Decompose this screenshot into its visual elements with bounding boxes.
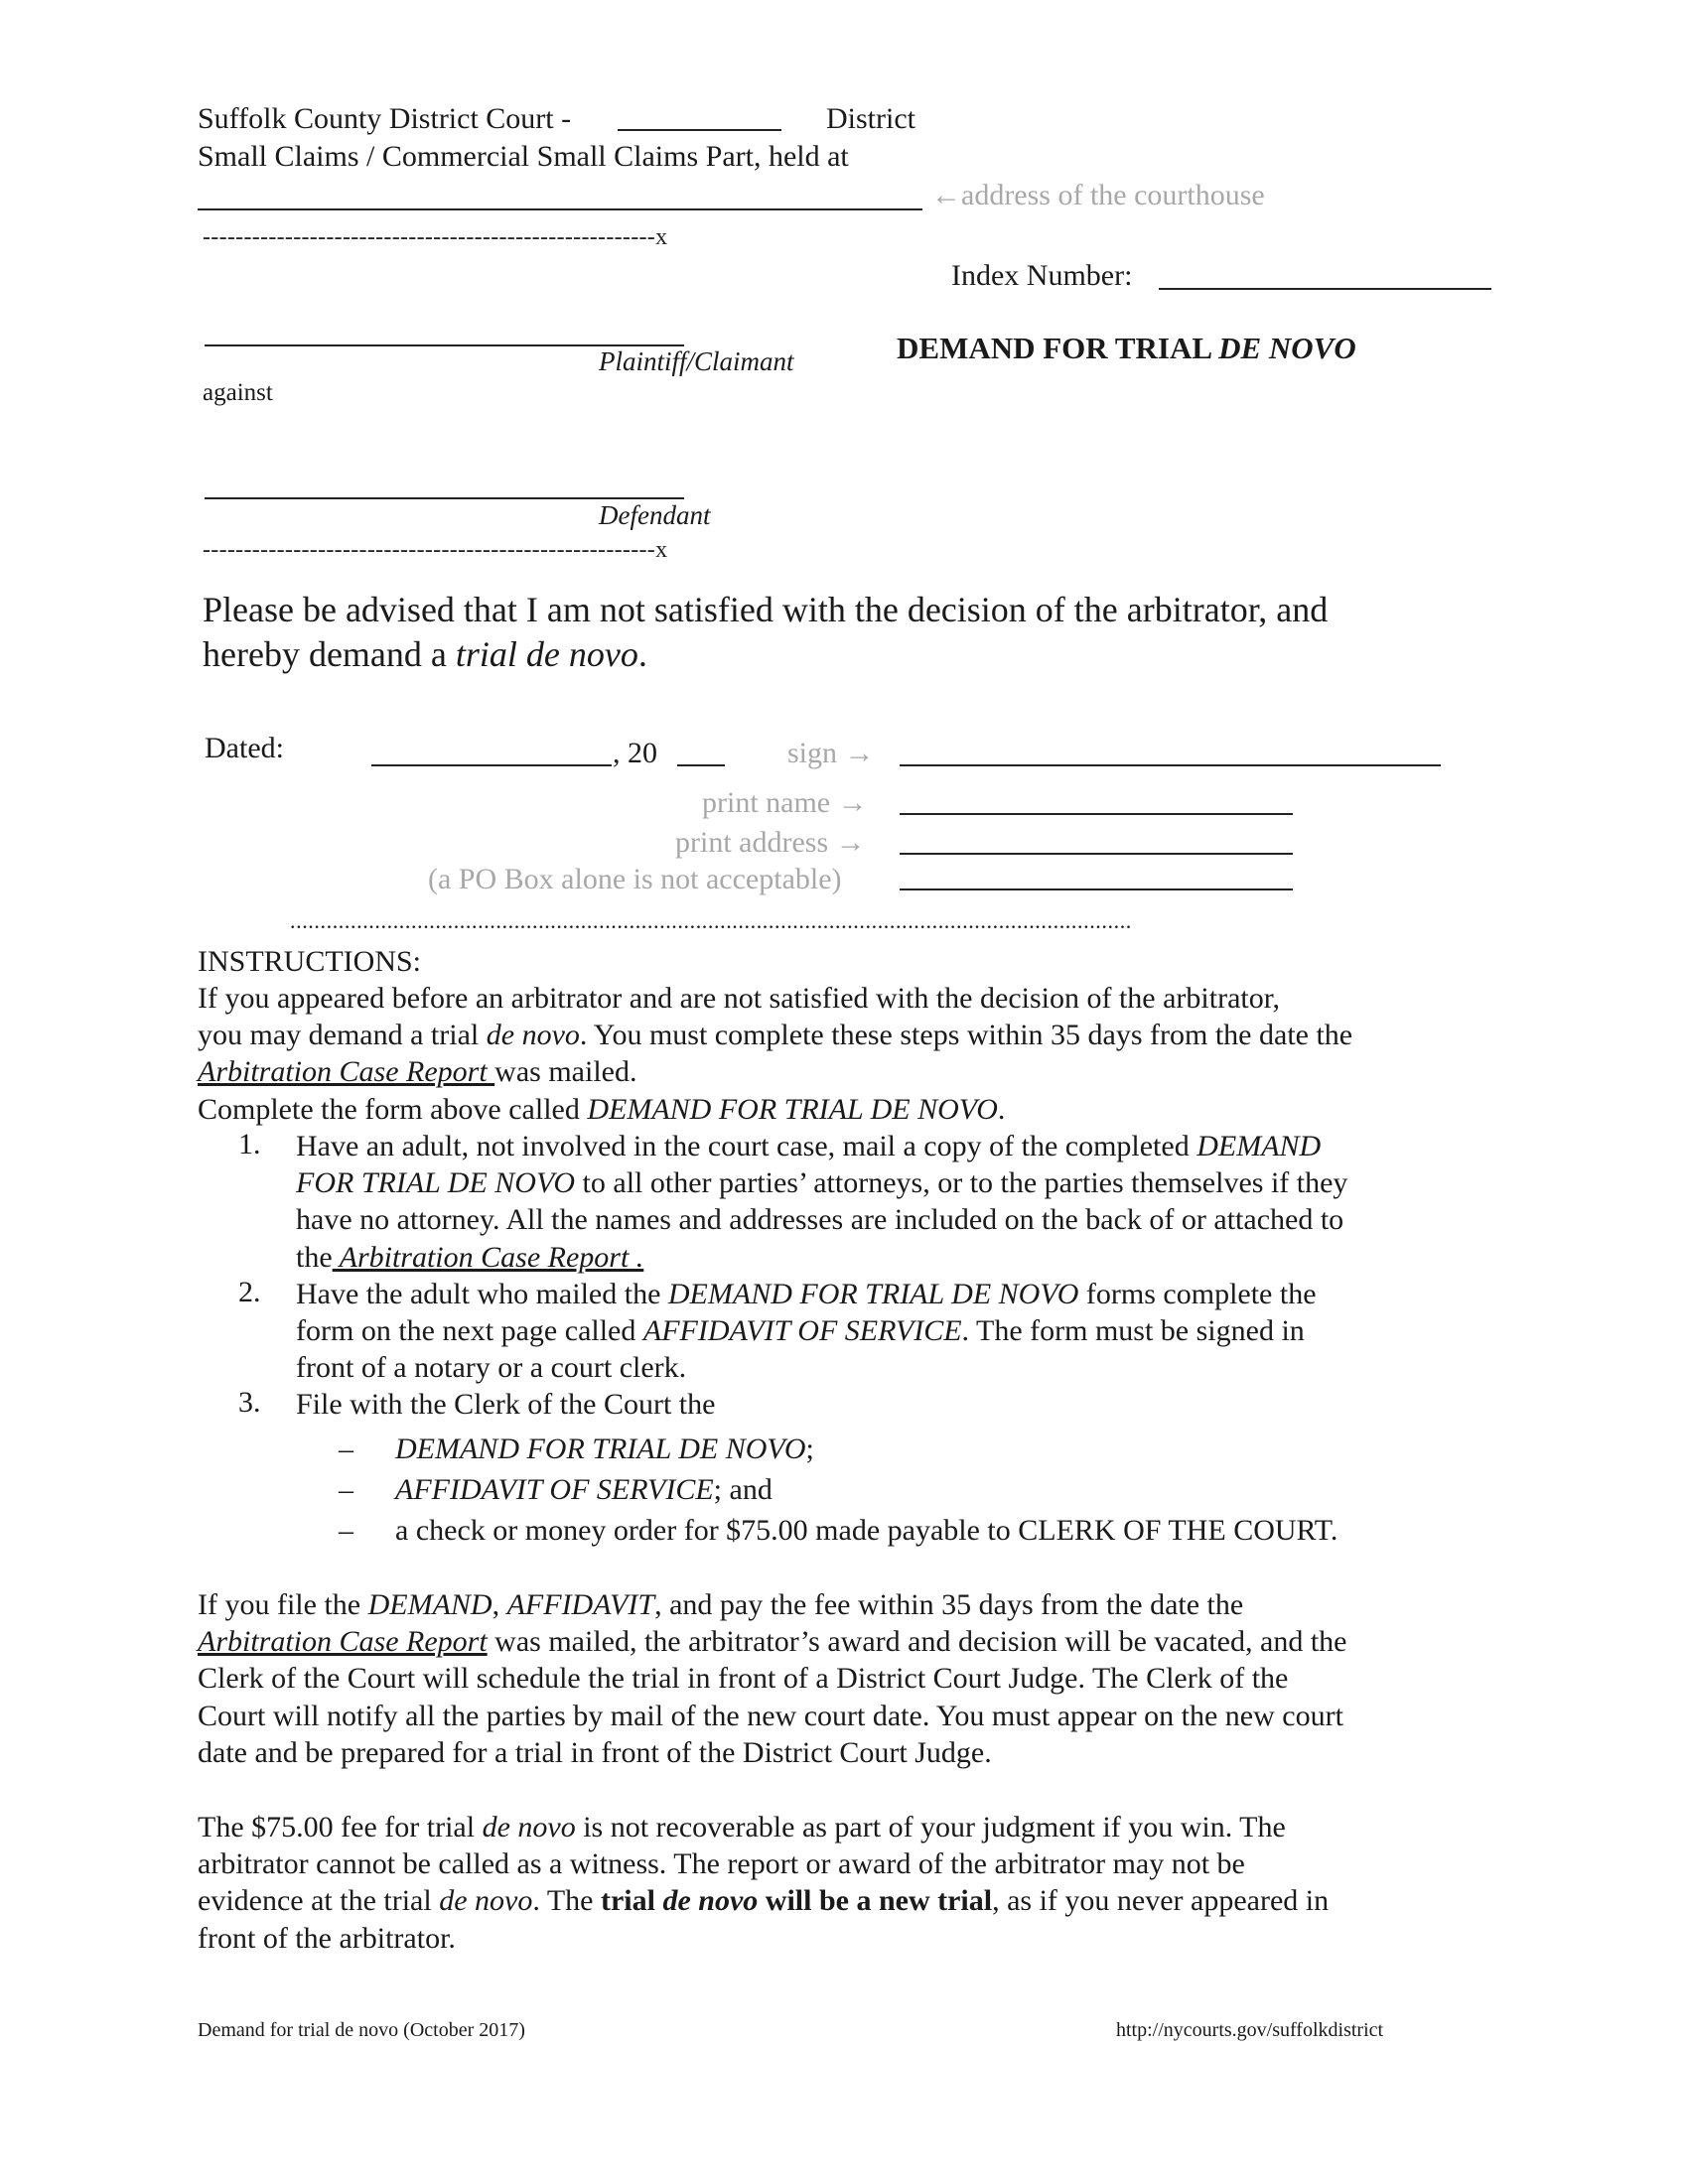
- footer-form-name: Demand for trial de novo (October 2017): [198, 2019, 525, 2041]
- form-title-italic: DE NOVO: [1218, 331, 1356, 365]
- step-2-1a: Have the adult who mailed the: [296, 1278, 668, 1310]
- fee-3c: . The: [532, 1884, 601, 1918]
- filing-2b: was mailed, the arbitrator’s award and decision will be vacated, and the: [487, 1625, 1347, 1659]
- step-3-number: 3.: [238, 1386, 261, 1419]
- filing-1a: If you file the: [198, 1588, 368, 1621]
- dated-label: Dated:: [205, 732, 284, 764]
- step-1-1a: Have an adult, not involved in the court case, mail a copy of the completed: [296, 1130, 1197, 1162]
- complete-line: [198, 1091, 1352, 1128]
- bullet-3-mark: –: [339, 1514, 353, 1547]
- caption-divider-bottom: -------------------------------------------------------x: [203, 537, 668, 563]
- signature-blank: [900, 764, 1441, 766]
- against-label: against: [203, 379, 273, 406]
- fee-paragraph: [198, 1809, 1329, 1957]
- index-number-label: Index Number:: [951, 259, 1133, 292]
- filing-line-2: [198, 1623, 1346, 1660]
- print-name-hint: print name →: [702, 786, 868, 819]
- footer-url[interactable]: http://nycourts.gov/suffolkdistrict: [1116, 2019, 1384, 2041]
- step-1-line-3: have no attorney. All the names and addresses are included on the back of or attached to: [296, 1203, 1344, 1237]
- district-blank: [618, 129, 781, 131]
- fee-line-3: [198, 1882, 1329, 1919]
- court-name: Suffolk County District Court -: [198, 102, 572, 135]
- court-line: [198, 100, 571, 137]
- step-1-line-2: [296, 1164, 1347, 1201]
- fee-3d: trial: [600, 1884, 663, 1918]
- form-title-plain: DEMAND FOR TRIAL: [897, 331, 1211, 365]
- step-1-number: 1.: [238, 1128, 261, 1160]
- fee-line-2: arbitrator cannot be called as a witness. The report or award of the arbitrator may not be: [198, 1847, 1245, 1881]
- bullet-3: a check or money order for $75.00 made payable to CLERK OF THE COURT.: [395, 1514, 1338, 1547]
- step-2-2c: . The form must be signed in: [961, 1314, 1305, 1348]
- date-blank: [371, 764, 612, 766]
- step-2-number: 2.: [238, 1276, 261, 1308]
- complete-b: DEMAND FOR TRIAL DE NOVO: [587, 1092, 998, 1126]
- defendant-blank: [205, 497, 684, 499]
- filing-1b: DEMAND: [367, 1588, 492, 1621]
- bullet-2-mark: –: [339, 1473, 353, 1506]
- bullet-2b: ; and: [713, 1473, 773, 1506]
- bullet-1-mark: –: [339, 1433, 353, 1465]
- step-1-4b: Arbitration Case Report .: [332, 1240, 644, 1274]
- fee-1c: is not recoverable as part of your judgment if you win. The: [575, 1811, 1286, 1843]
- demand-line-2: [203, 632, 1328, 677]
- demand-line-2-italic: trial de novo: [455, 634, 638, 674]
- year-prefix: , 20: [613, 737, 657, 769]
- arbitration-report-ref: Arbitration Case Report: [198, 1055, 495, 1089]
- bullet-2a: AFFIDAVIT OF SERVICE: [395, 1473, 714, 1506]
- step-1-4a: the: [296, 1240, 333, 1274]
- fee-3g: , as if you never appeared in: [992, 1884, 1330, 1918]
- print-address-blank-2: [900, 888, 1293, 890]
- step-1-1b: DEMAND: [1196, 1130, 1322, 1162]
- filing-line-4: Court will notify all the parties by mail of the new court date. You must appear on the new court: [198, 1699, 1343, 1732]
- part-line: Small Claims / Commercial Small Claims Part, held at: [198, 140, 849, 173]
- instructions-intro: [198, 980, 1352, 1128]
- index-number-blank: [1159, 288, 1491, 290]
- bullet-1b: ;: [805, 1433, 814, 1465]
- filing-1c: ,: [492, 1588, 507, 1621]
- intro-line-1: If you appeared before an arbitrator and are not satisfied with the decision of the arbitrator,: [198, 982, 1281, 1015]
- form-title: [897, 331, 1356, 366]
- fee-line-1: [198, 1809, 1329, 1845]
- bullet-2: [395, 1471, 773, 1508]
- po-box-hint: (a PO Box alone is not acceptable): [428, 863, 842, 895]
- fee-3b: de novo: [439, 1884, 533, 1918]
- filing-paragraph: [198, 1586, 1346, 1771]
- step-2-1c: forms complete the: [1078, 1278, 1317, 1310]
- intro-3b: was mailed.: [494, 1055, 637, 1089]
- filing-line-5: date and be prepared for a trial in front of the District Court Judge.: [198, 1735, 992, 1769]
- demand-statement: [203, 588, 1328, 677]
- print-address-hint: print address →: [675, 826, 866, 859]
- dotted-separator: ...........................................................................................................................................: [290, 908, 1132, 933]
- address-hint: ←address of the courthouse: [931, 179, 1265, 211]
- step-2-line-1: [296, 1276, 1317, 1312]
- step-2-1b: DEMAND FOR TRIAL DE NOVO: [667, 1278, 1079, 1310]
- filing-line-1: [198, 1586, 1346, 1623]
- intro-line-3: [198, 1053, 1352, 1090]
- intro-2c: . You must complete these steps within 35 days from the date the: [579, 1019, 1353, 1052]
- step-2-2a: form on the next page called: [296, 1314, 643, 1348]
- intro-line-2: [198, 1017, 1352, 1053]
- step-2: [296, 1276, 1317, 1387]
- defendant-label: Defendant: [599, 500, 711, 530]
- step-1-line-1: [296, 1128, 1347, 1164]
- step-2-2b: AFFIDAVIT OF SERVICE: [642, 1314, 962, 1348]
- intro-2b: de novo: [486, 1019, 580, 1052]
- complete-c: .: [997, 1092, 1006, 1126]
- complete-a: Complete the form above called: [198, 1092, 588, 1126]
- courthouse-address-blank: [198, 208, 922, 210]
- step-1-line-4: [296, 1239, 1347, 1276]
- filing-2a: Arbitration Case Report: [198, 1625, 488, 1659]
- year-blank: [677, 764, 725, 766]
- caption-divider-top: -------------------------------------------------------x: [203, 224, 668, 250]
- demand-line-2-plain: hereby demand a: [203, 634, 456, 674]
- district-label: District: [826, 102, 915, 135]
- sign-hint: sign →: [787, 737, 875, 769]
- fee-3a: evidence at the trial: [198, 1884, 440, 1918]
- bullet-1a: DEMAND FOR TRIAL DE NOVO: [395, 1433, 806, 1465]
- step-1: [296, 1128, 1347, 1276]
- fee-3e: de novo: [662, 1884, 759, 1918]
- instructions-heading: INSTRUCTIONS:: [198, 945, 422, 978]
- fee-1a: The $75.00 fee for trial: [198, 1811, 483, 1843]
- filing-1d: AFFIDAVIT: [506, 1588, 655, 1621]
- demand-line-1: Please be advised that I am not satisfied with the decision of the arbitrator, and: [203, 590, 1329, 629]
- fee-1b: de novo: [482, 1811, 576, 1843]
- print-address-blank: [900, 853, 1293, 855]
- filing-line-3: Clerk of the Court will schedule the trial in front of a District Court Judge. The Clerk of the: [198, 1662, 1289, 1696]
- print-name-blank: [900, 813, 1293, 815]
- demand-line-2-end: .: [637, 634, 647, 674]
- bullet-1: [395, 1431, 814, 1467]
- filing-1e: , and pay the fee within 35 days from the date the: [654, 1588, 1244, 1621]
- step-1-2b: to all other parties’ attorneys, or to the parties themselves if they: [575, 1166, 1348, 1200]
- step-2-line-3: front of a notary or a court clerk.: [296, 1351, 687, 1385]
- step-3-line-1: File with the Clerk of the Court the: [296, 1388, 716, 1421]
- fee-3f: will be a new trial: [758, 1884, 993, 1918]
- step-2-line-2: [296, 1312, 1317, 1349]
- intro-2a: you may demand a trial: [198, 1019, 487, 1052]
- plaintiff-label: Plaintiff/Claimant: [599, 346, 794, 376]
- fee-line-4: front of the arbitrator.: [198, 1921, 456, 1955]
- step-1-2a: FOR TRIAL DE NOVO: [296, 1166, 576, 1200]
